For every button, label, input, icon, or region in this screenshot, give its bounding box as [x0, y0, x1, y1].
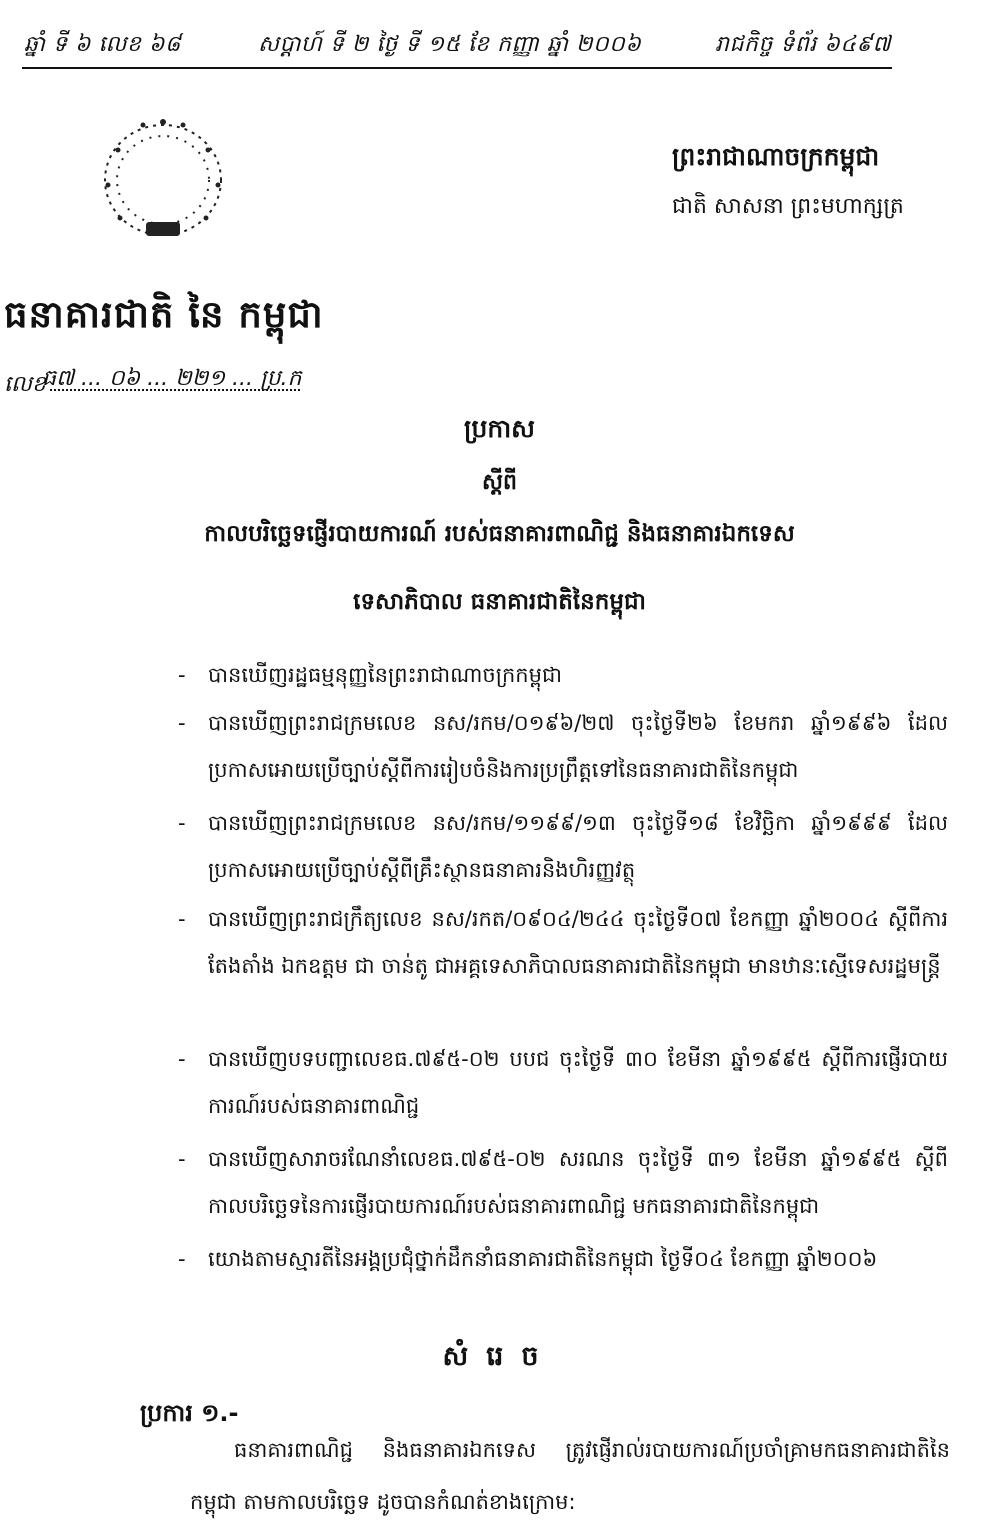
issuing-authority: ទេសាភិបាល ធនាគារជាតិនៃកម្ពុជា	[353, 589, 646, 615]
list-item	[178, 652, 948, 699]
reference-handwritten: ធ៧ ... ០៦ ... ២២១ ... ប្រ.ក	[42, 366, 302, 391]
list-item	[178, 896, 948, 990]
list-dash: -	[178, 1247, 186, 1271]
list-item	[178, 700, 948, 794]
reference-prefix: លេខ	[4, 372, 46, 397]
list-item-text: បានឃើញព្រះរាជក្រមលេខ នស/រកម/១១៩៩/១៣ ចុះថ្ងៃទី១៨ ខែវិច្ឆិកា ឆ្នាំ១៩៩៩ ដែលប្រកាសអោយប្រើច្បាប់ស្តីពីគ្រឹះស្ថានធនាគារនិងហិរញ្ញវត្ថុ	[208, 811, 948, 882]
kingdom-name: ព្រះរាជាណាចក្រកម្ពុជា	[672, 142, 880, 171]
list-dash: -	[178, 663, 186, 687]
document-regarding: ស្តីពី	[482, 470, 517, 495]
document-subject: កាលបរិច្ឆេទផ្ញើរបាយការណ៍ របស់ធនាគារពាណិជ្ជ និងធនាគារឯកទេស	[204, 521, 795, 547]
list-item	[178, 800, 948, 894]
list-item	[178, 1136, 948, 1230]
list-item-text: បានឃើញបទបញ្ជាលេខធ.៧៩៥-០២ បបជ ចុះថ្ងៃទី ៣០ ខែមីនា ឆ្នាំ១៩៩៥ ស្តីពីការផ្ញើរបាយការណ៍របស់ធនាគារពាណិជ្ជ	[208, 1047, 948, 1118]
list-dash: -	[178, 907, 186, 931]
list-item-text: យោងតាមស្មារតីនៃអង្គប្រជុំថ្នាក់ដឹកនាំធនាគារជាតិនៃកម្ពុជា ថ្ងៃទី០៤ ខែកញ្ញា ឆ្នាំ២០០៦	[208, 1247, 878, 1271]
article-heading: ប្រការ ១.-	[140, 1399, 239, 1427]
list-dash: -	[178, 811, 186, 835]
list-item-text: បានឃើញសារាចរណែនាំលេខធ.៧៩៥-០២ សរណន ចុះថ្ងៃទី ៣១ ខែមីនា ឆ្នាំ១៩៩៥ ស្តីពីកាលបរិច្ឆេទនៃការផ្ញើរបាយការណ៍របស់ធនាគារពាណិជ្ជ មកធនាគារជាតិនៃកម្ពុជា	[208, 1147, 948, 1218]
kingdom-motto: ជាតិ សាសនា ព្រះមហាក្សត្រ	[672, 194, 904, 219]
decision-heading: សំរេច	[442, 1341, 557, 1372]
reference-number	[4, 366, 302, 402]
list-item-text: បានឃើញរដ្ឋធម្មនុញ្ញនៃព្រះរាជាណាចក្រកម្ពុជា	[208, 663, 562, 687]
national-bank-seal-icon	[88, 110, 238, 250]
issuer-name: ធនាគារជាតិ នៃ កម្ពុជា	[4, 293, 324, 336]
list-item-text: បានឃើញព្រះរាជក្រមលេខ នស/រកម/០១៩៦/២៧ ចុះថ្ងៃទី២៦ ខែមករា ឆ្នាំ១៩៩៦ ដែលប្រកាសអោយប្រើច្បាប់ស្តីពីការរៀបចំនិងការប្រព្រឹត្តទៅនៃធនាគារជាតិនៃកម្ពុជា	[208, 711, 948, 782]
list-item	[178, 1036, 948, 1130]
document-type: ប្រកាស	[464, 414, 535, 443]
list-dash: -	[178, 711, 186, 735]
list-dash: -	[178, 1147, 186, 1171]
list-dash: -	[178, 1047, 186, 1071]
header-rule	[22, 67, 892, 69]
list-item-text: បានឃើញព្រះរាជក្រឹត្យលេខ នស/រកត/០៩០៤/២៤៤ ចុះថ្ងៃទី០៧ ខែកញ្ញា ឆ្នាំ២០០៤ ស្តីពីការតែងតាំង ឯកឧត្តម ជា ចាន់តូ ជាអគ្គទេសាភិបាលធនាគារជាតិនៃកម្ពុជា មានឋានៈស្មើទេសរដ្ឋមន្ត្រី	[208, 907, 948, 978]
gazette-year-issue: ឆ្នាំ ទី ៦ លេខ ៦៨	[24, 32, 182, 57]
list-item	[178, 1236, 948, 1283]
article-body: ធនាគារពាណិជ្ជ និងធនាគារឯកទេស ត្រូវផ្ញើរាល់របាយការណ៍ប្រចាំគ្រាមកធនាគារជាតិនៃកម្ពុជា តាមកាលបរិច្ឆេទ ដូចបានកំណត់ខាងក្រោម:	[190, 1438, 950, 1514]
gazette-date: សប្តាហ៍ ទី ២ ថ្ងៃ ទី ១៥ ខែ កញ្ញា ឆ្នាំ ២០០៦	[258, 32, 642, 57]
gazette-page-number: រាជកិច្ច ទំព័រ ៦៤៩៧	[715, 32, 892, 57]
